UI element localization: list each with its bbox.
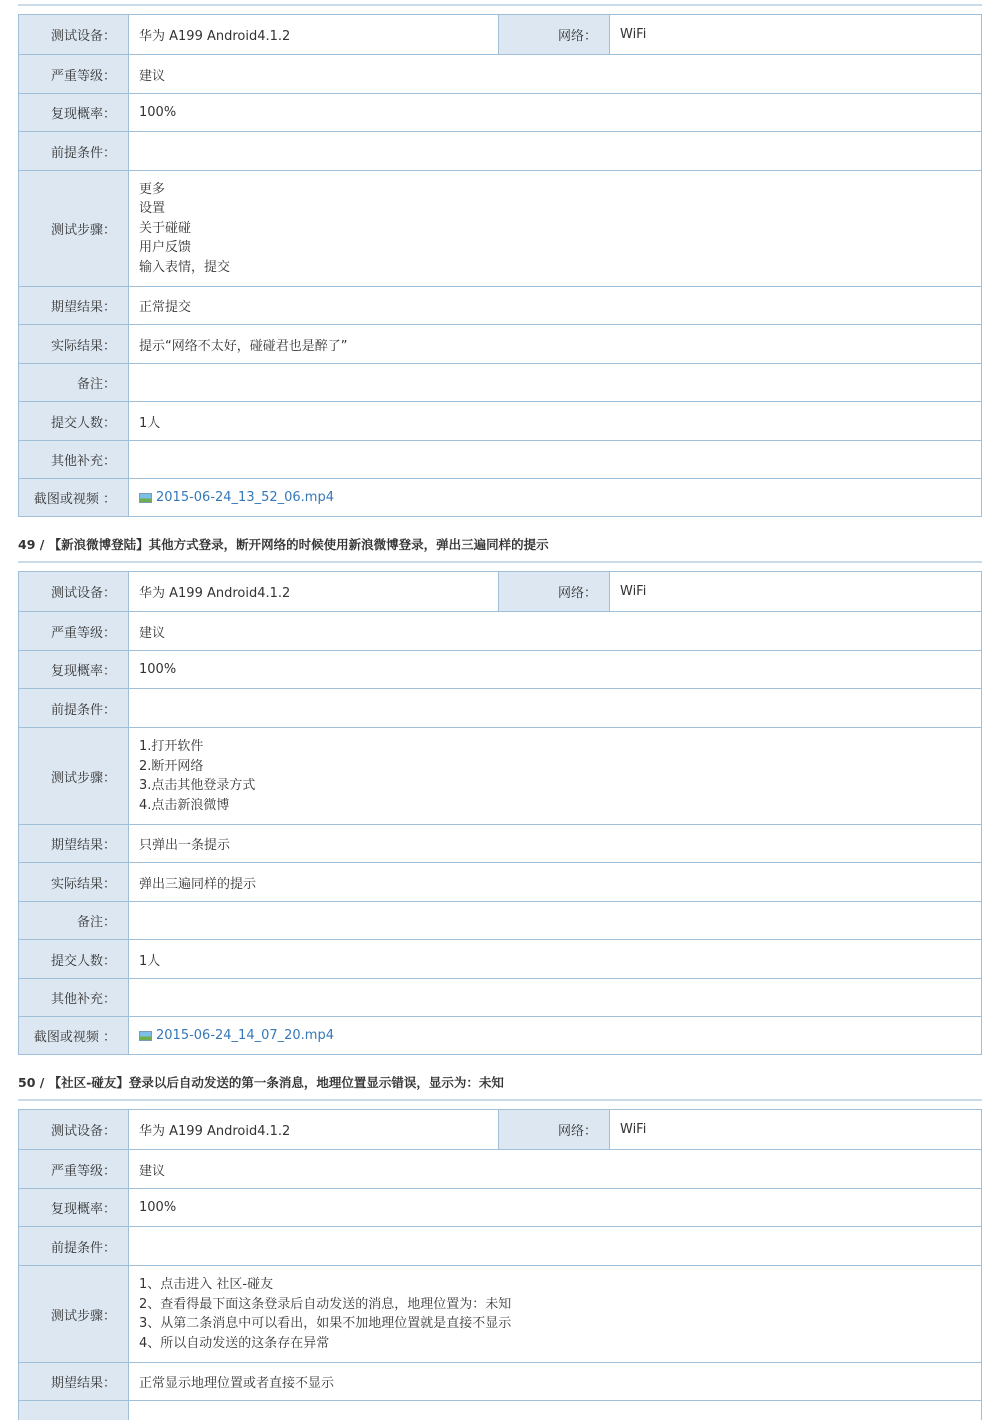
label-submitters: 提交人数：: [19, 402, 129, 440]
step-item: 4、所以自动发送的这条存在异常: [139, 1335, 330, 1351]
actual-value: [129, 1401, 981, 1420]
label-network: 网络：: [499, 572, 610, 611]
label-media: 截图或视频 ：: [19, 479, 129, 516]
label-steps: 测试步骤：: [19, 1266, 129, 1362]
device-value: 华为 A199 Android4.1.2: [129, 15, 499, 54]
steps-list: [129, 1266, 981, 1362]
expected-value: 正常显示地理位置或者直接不显示: [139, 1376, 335, 1391]
label-severity: 严重等级：: [19, 612, 129, 650]
row-precondition: [19, 1226, 981, 1265]
label-extra: 其他补充：: [19, 441, 129, 478]
step-item: 输入表情，提交: [139, 259, 231, 275]
network-value: WiFi: [620, 584, 647, 599]
image-icon: [139, 493, 152, 503]
step-item: 3、从第二条消息中可以看出，如果不加地理位置就是直接不显示: [139, 1316, 512, 1331]
label-steps: 测试步骤：: [19, 728, 129, 824]
row-remarks: [19, 901, 981, 939]
label-steps: 测试步骤：: [19, 171, 129, 286]
issue-title: 49 / 【新浪微博登陆】其他方式登录，断开网络的时候使用新浪微博登录，弹出三遍同样的提示: [18, 537, 549, 552]
label-actual: 实际结果：: [19, 325, 129, 363]
step-item: 2、查看得最下面这条登录后自动发送的消息，地理位置为：未知: [139, 1296, 512, 1312]
row-precondition: [19, 131, 981, 170]
row-device: [19, 15, 981, 54]
image-icon: [139, 1031, 152, 1041]
row-expected: [19, 286, 981, 324]
step-item: 关于碰碰: [139, 220, 192, 236]
label-remarks: 备注：: [19, 902, 129, 939]
label-device: 测试设备：: [19, 572, 129, 611]
network-value: WiFi: [620, 27, 647, 42]
label-expected: 期望结果：: [19, 1363, 129, 1400]
label-actual: [19, 1401, 129, 1420]
row-media: [19, 478, 981, 516]
actual-value: 弹出三遍同样的提示: [139, 876, 257, 892]
steps-list: [129, 171, 981, 286]
extra-value: [129, 979, 981, 1016]
label-network: 网络：: [499, 1110, 610, 1149]
steps-list: [129, 728, 981, 824]
row-steps: [19, 727, 981, 824]
row-repro: [19, 1188, 981, 1226]
precondition-value: [129, 689, 981, 727]
expected-value: 正常提交: [139, 300, 192, 315]
step-item: 4.点击新浪微博: [139, 797, 230, 813]
row-actual: [19, 324, 981, 363]
label-repro: 复现概率：: [19, 1189, 129, 1226]
issue-card: [18, 1109, 982, 1420]
divider: [18, 561, 982, 563]
submitters-value: 1人: [139, 953, 161, 969]
divider: [18, 4, 982, 6]
label-severity: 严重等级：: [19, 1150, 129, 1188]
issue-card: [18, 571, 982, 1055]
severity-value: 建议: [139, 625, 166, 641]
row-remarks: [19, 363, 981, 401]
row-submitters: [19, 939, 981, 978]
video-filename: 2015-06-24_13_52_06.mp4: [156, 490, 334, 505]
row-steps: [19, 1265, 981, 1362]
label-precondition: 前提条件：: [19, 689, 129, 727]
label-severity: 严重等级：: [19, 55, 129, 93]
video-link[interactable]: [139, 490, 334, 505]
media-cell: [129, 479, 981, 516]
row-steps: [19, 170, 981, 286]
network-value: WiFi: [620, 1122, 647, 1137]
issue-title: 50 / 【社区-碰友】登录以后自动发送的第一条消息，地理位置显示错误，显示为：未知: [18, 1075, 504, 1090]
row-device: [19, 1110, 981, 1149]
label-device: 测试设备：: [19, 15, 129, 54]
label-actual: 实际结果：: [19, 863, 129, 901]
video-link[interactable]: [139, 1028, 334, 1043]
label-media: 截图或视频 ：: [19, 1017, 129, 1054]
submitters-value: 1人: [139, 415, 161, 431]
row-media: [19, 1016, 981, 1054]
row-severity: [19, 1149, 981, 1188]
precondition-value: [129, 132, 981, 170]
row-severity: [19, 54, 981, 93]
step-item: 1.打开软件: [139, 739, 204, 754]
step-item: 用户反馈: [139, 240, 192, 256]
divider: [18, 1099, 982, 1101]
severity-value: 建议: [139, 1163, 166, 1179]
repro-value: 100%: [139, 662, 177, 677]
label-precondition: 前提条件：: [19, 132, 129, 170]
device-value: 华为 A199 Android4.1.2: [129, 572, 499, 611]
media-cell: [129, 1017, 981, 1054]
remarks-value: [129, 364, 981, 401]
actual-value: 提示“网络不太好，碰碰君也是醉了”: [139, 338, 348, 354]
label-remarks: 备注：: [19, 364, 129, 401]
label-expected: 期望结果：: [19, 287, 129, 324]
repro-value: 100%: [139, 105, 177, 120]
step-item: 设置: [139, 201, 166, 217]
step-item: 2.断开网络: [139, 758, 204, 774]
precondition-value: [129, 1227, 981, 1265]
row-precondition: [19, 688, 981, 727]
label-submitters: 提交人数：: [19, 940, 129, 978]
row-expected: [19, 1362, 981, 1400]
remarks-value: [129, 902, 981, 939]
step-item: 更多: [139, 181, 166, 197]
step-item: 3.点击其他登录方式: [139, 778, 256, 793]
row-extra: [19, 978, 981, 1016]
row-actual: [19, 862, 981, 901]
row-repro: [19, 650, 981, 688]
device-value: 华为 A199 Android4.1.2: [129, 1110, 499, 1149]
row-repro: [19, 93, 981, 131]
label-repro: 复现概率：: [19, 94, 129, 131]
video-filename: 2015-06-24_14_07_20.mp4: [156, 1028, 334, 1043]
expected-value: 只弹出一条提示: [139, 838, 231, 853]
issue-card: [18, 14, 982, 517]
row-submitters: [19, 401, 981, 440]
row-extra: [19, 440, 981, 478]
severity-value: 建议: [139, 68, 166, 84]
row-severity: [19, 611, 981, 650]
label-repro: 复现概率：: [19, 651, 129, 688]
label-precondition: 前提条件：: [19, 1227, 129, 1265]
step-item: 1、点击进入 社区-碰友: [139, 1277, 274, 1292]
repro-value: 100%: [139, 1200, 177, 1215]
label-network: 网络：: [499, 15, 610, 54]
label-device: 测试设备：: [19, 1110, 129, 1149]
row-device: [19, 572, 981, 611]
row-actual: [19, 1400, 981, 1420]
label-extra: 其他补充：: [19, 979, 129, 1016]
row-expected: [19, 824, 981, 862]
label-expected: 期望结果：: [19, 825, 129, 862]
extra-value: [129, 441, 981, 478]
